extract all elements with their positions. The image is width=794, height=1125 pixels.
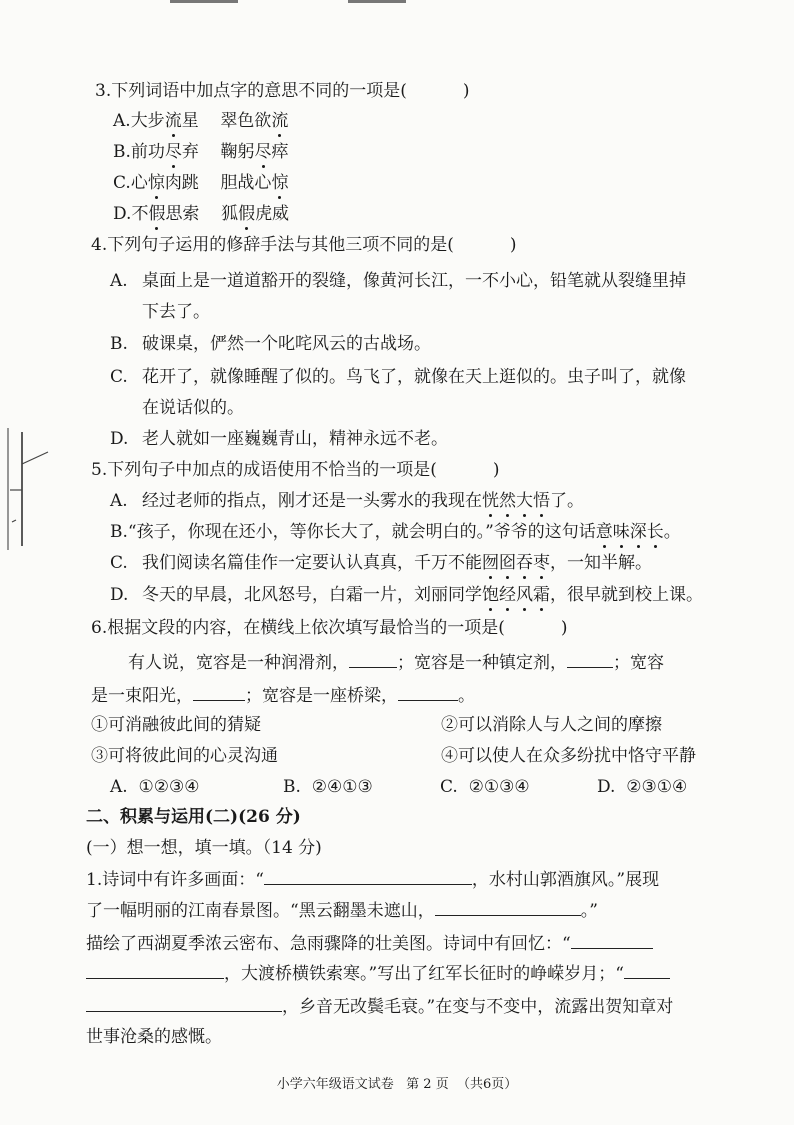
q6-stem: 6.根据文段的内容，在横线上依次填写最恰当的一项是( ) xyxy=(91,618,568,638)
q3-option-a: A.大步流星 翠色欲流 xyxy=(113,111,289,131)
q6-passage-line1: 有人说，宽容是一种润滑剂， ；宽容是一种镇定剂， ；宽容 xyxy=(128,653,664,673)
q6-option-b: B. ②④①③ xyxy=(283,777,373,797)
q6-option-a: A. ①②③④ xyxy=(110,777,200,797)
poetry-blank-4b[interactable] xyxy=(86,995,282,1012)
q4-option-c-line2: 在说话似的。 xyxy=(142,398,244,418)
q5-option-c: 我们阅读名篇佳作一定要认认真真，千万不能囫囵吞枣，一知半解。 xyxy=(142,553,652,573)
q6-option-d: D. ②③①④ xyxy=(597,777,688,797)
poetry-line4: ，大渡桥横铁索寒。”写出了红军长征时的峥嵘岁月；“ xyxy=(86,962,670,985)
poetry-line1: 1.诗词中有许多画面：“ ，水村山郭酒旗风。”展现 xyxy=(86,870,660,890)
q4-option-c-line1: 花开了，就像睡醒了似的。鸟飞了，就像在天上逛似的。虫子叫了，就像 xyxy=(142,367,686,387)
q6-choice-1: ①可消融彼此间的猜疑 xyxy=(91,715,261,735)
poetry-blank-2[interactable] xyxy=(435,899,581,916)
q4-option-a-label: A. xyxy=(110,271,128,291)
binding-margin-mark xyxy=(6,428,50,550)
subsection-heading: (一）想一想，填一填。（14 分) xyxy=(86,838,322,858)
q3-option-b: B.前功尽弃 鞠躬尽瘁 xyxy=(113,142,289,162)
q4-option-d: 老人就如一座巍巍青山，精神永远不老。 xyxy=(142,429,448,449)
poetry-blank-3b[interactable] xyxy=(86,962,224,979)
q5-option-d-label: D. xyxy=(110,585,129,605)
q4-option-a-line1: 桌面上是一道道豁开的裂缝，像黄河长江，一不小心，铅笔就从裂缝里掉 xyxy=(142,271,686,291)
poetry-line3: 描绘了西湖夏季浓云密布、急雨骤降的壮美图。诗词中有回忆：“ xyxy=(86,932,653,955)
q4-stem: 4.下列句子运用的修辞手法与其他三项不同的是( ) xyxy=(91,235,517,255)
q4-option-d-label: D. xyxy=(110,429,129,449)
q6-passage-line2: 是一束阳光， ；宽容是一座桥梁， 。 xyxy=(91,686,475,706)
q3-option-c: C.心惊肉跳 胆战心惊 xyxy=(113,173,289,193)
poetry-blank-1[interactable] xyxy=(264,868,472,885)
poetry-blank-4a[interactable] xyxy=(624,962,670,979)
scan-artifact xyxy=(170,0,410,6)
q4-option-a-line2: 下去了。 xyxy=(142,302,210,322)
section-heading: 二、积累与运用(二)(26 分) xyxy=(86,807,301,827)
q3-option-d: D.不假思索 狐假虎威 xyxy=(113,204,290,224)
q6-choice-3: ③可将彼此间的心灵沟通 xyxy=(91,746,278,766)
q6-blank-2[interactable] xyxy=(567,651,613,668)
q6-blank-3[interactable] xyxy=(193,684,245,701)
q4-option-c-label: C. xyxy=(110,367,128,387)
page-footer: 小学六年级语文试卷 第 2 页 （共6页） xyxy=(276,1077,518,1092)
q4-option-b: 破课桌，俨然一个叱咤风云的古战场。 xyxy=(142,334,431,354)
q5-option-c-label: C. xyxy=(110,553,128,573)
q4-option-b-label: B. xyxy=(110,334,128,354)
q6-option-c: C. ②①③④ xyxy=(440,777,530,797)
q6-blank-1[interactable] xyxy=(349,651,397,668)
q6-choice-2: ②可以消除人与人之间的摩擦 xyxy=(441,715,662,735)
poetry-line2: 了一幅明丽的江南春景图。“黑云翻墨未遮山， 。” xyxy=(86,901,598,921)
q5-stem: 5.下列句子中加点的成语使用不恰当的一项是( ) xyxy=(91,460,500,480)
q3-stem: 3.下列词语中加点字的意思不同的一项是( ) xyxy=(95,81,470,101)
q5-option-a-label: A. xyxy=(110,491,128,511)
q5-option-a: 经过老师的指点，刚才还是一头雾水的我现在恍然大悟了。 xyxy=(142,491,584,511)
q5-option-b: B.“孩子，你现在还小，等你长大了，就会明白的。”爷爷的这句话意味深长。 xyxy=(110,522,681,542)
poetry-blank-3a[interactable] xyxy=(571,932,653,949)
poetry-line6: 世事沧桑的感慨。 xyxy=(86,1027,222,1047)
poetry-line5: ，乡音无改鬓毛衰。”在变与不变中，流露出贺知章对 xyxy=(86,995,673,1018)
q6-choice-4: ④可以使人在众多纷扰中恪守平静 xyxy=(441,746,696,766)
q6-blank-4[interactable] xyxy=(398,684,458,701)
q5-option-d: 冬天的早晨，北风怒号，白霜一片，刘丽同学饱经风霜，很早就到校上课。 xyxy=(142,585,703,605)
